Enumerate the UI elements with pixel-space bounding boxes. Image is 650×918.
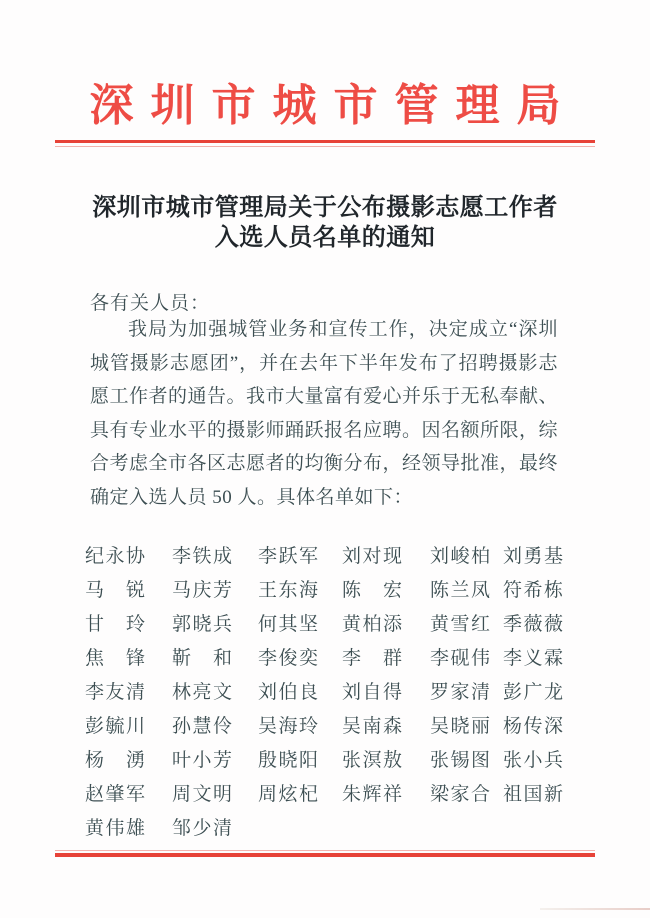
- salutation: 各有关人员：: [90, 293, 211, 314]
- person-name: 梁家合: [430, 784, 492, 805]
- notice-title-line-1: 深圳市城市管理局关于公布摄影志愿工作者: [92, 195, 558, 221]
- name-row: [85, 813, 585, 847]
- person-name: 吴海玲: [258, 716, 320, 737]
- person-name: 黄柏添: [342, 614, 404, 635]
- person-name: 彭广龙: [503, 682, 565, 703]
- person-name: 靳 和: [172, 648, 234, 669]
- person-name: 李跃军: [258, 546, 320, 567]
- footer-divider: [55, 850, 595, 857]
- person-name: 周文明: [172, 784, 234, 805]
- name-row: [85, 575, 585, 609]
- person-name: 刘勇基: [503, 546, 565, 567]
- person-name: 赵肇军: [85, 784, 147, 805]
- person-name: 何其坚: [258, 614, 320, 635]
- person-name: 张锡图: [430, 750, 492, 771]
- header-divider: [55, 140, 595, 147]
- person-name: 孙慧伶: [172, 716, 234, 737]
- person-name: 郭晓兵: [172, 614, 234, 635]
- person-name: 罗家清: [430, 682, 492, 703]
- person-name: 陈兰凤: [430, 580, 492, 601]
- name-row: [85, 643, 585, 677]
- person-name: 马庆芳: [172, 580, 234, 601]
- name-row: [85, 711, 585, 745]
- person-name: 殷晓阳: [258, 750, 320, 771]
- person-name: 李俊奕: [258, 648, 320, 669]
- person-name: 黄伟雄: [85, 818, 147, 839]
- person-name: 符希栋: [503, 580, 565, 601]
- person-name: 马 锐: [85, 580, 147, 601]
- name-row: [85, 779, 585, 813]
- header-divider-thin-line: [55, 146, 595, 147]
- person-name: 李义霖: [503, 648, 565, 669]
- person-name: 吴晓丽: [430, 716, 492, 737]
- person-name: 邹少清: [172, 818, 234, 839]
- person-name: 李铁成: [172, 546, 234, 567]
- person-name: 吴南森: [342, 716, 404, 737]
- person-name: 季薇薇: [503, 614, 565, 635]
- person-name: 李友清: [85, 682, 147, 703]
- person-name: 纪永协: [85, 546, 147, 567]
- notice-title-line-2: 入选人员名单的通知: [214, 225, 436, 251]
- person-name: 刘自得: [342, 682, 404, 703]
- name-row: [85, 609, 585, 643]
- person-name: 张小兵: [503, 750, 565, 771]
- person-name: 朱辉祥: [342, 784, 404, 805]
- person-name: 黄雪红: [430, 614, 492, 635]
- person-name: 林亮文: [172, 682, 234, 703]
- person-name: 李 群: [342, 648, 404, 669]
- footer-divider-thick-line: [55, 853, 595, 857]
- person-name: 刘伯良: [258, 682, 320, 703]
- name-list: [85, 541, 585, 847]
- person-name: 周炫杞: [258, 784, 320, 805]
- scan-edge-artifact: [540, 908, 650, 910]
- person-name: 叶小芳: [172, 750, 234, 771]
- name-row: [85, 541, 585, 575]
- person-name: 焦 锋: [85, 648, 147, 669]
- person-name: 王东海: [258, 580, 320, 601]
- name-row: [85, 677, 585, 711]
- body-paragraph: 我局为加强城管业务和宣传工作，决定成立“深圳城管摄影志愿团”，并在去年下半年发布了招聘摄影志愿工作者的通告。我市大量富有爱心并乐于无私奉献、具有专业水平的摄影师踊跃报名应聘。因名额所限，综合考虑全市各区志愿者的均衡分布，经领导批准，最终确定入选人员 50 人。具体名单如下：: [90, 319, 559, 508]
- person-name: 杨传深: [503, 716, 565, 737]
- notice-title: [45, 193, 605, 253]
- person-name: 杨 湧: [85, 750, 147, 771]
- name-row: [85, 745, 585, 779]
- person-name: 祖国新: [503, 784, 565, 805]
- person-name: 李砚伟: [430, 648, 492, 669]
- person-name: 张溟敖: [342, 750, 404, 771]
- person-name: 刘对现: [342, 546, 404, 567]
- letterhead-org-name: 深圳市城市管理局: [89, 81, 578, 130]
- person-name: 刘峻柏: [430, 546, 492, 567]
- person-name: 陈 宏: [342, 580, 404, 601]
- person-name: 彭毓川: [85, 716, 147, 737]
- person-name: 甘 玲: [85, 614, 147, 635]
